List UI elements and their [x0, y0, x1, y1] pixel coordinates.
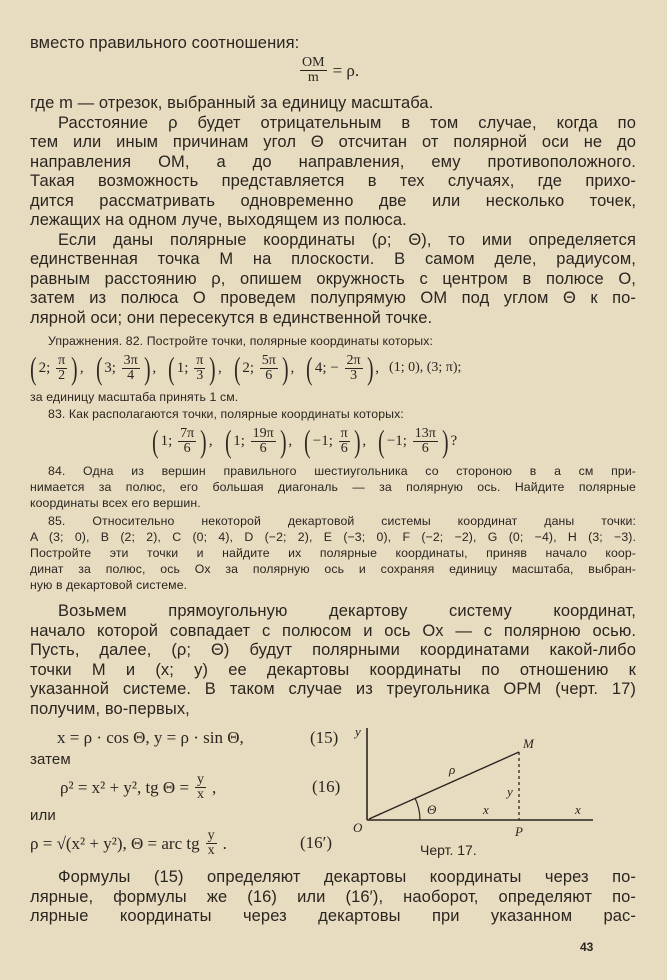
separator: ,: [217, 359, 222, 376]
text-line: тем или иным причинам угол Θ отсчитан от полярной оси не до: [30, 133, 636, 151]
figure-17-diagram: [345, 724, 605, 839]
numerator: 5π: [261, 352, 276, 368]
angle-arc: [415, 798, 420, 820]
paren: ): [209, 350, 216, 386]
numerator: π: [58, 352, 66, 368]
separator: ,: [288, 432, 293, 449]
paren: ): [143, 350, 151, 386]
formula-text: x = ρ · cos Θ, y = ρ · sin Θ,: [57, 728, 244, 747]
separator: ,: [208, 432, 213, 449]
numerator: π: [196, 352, 204, 368]
denominator: x: [207, 842, 215, 858]
text-line: координаты всех его вершин.: [30, 496, 201, 510]
radius: 4; −: [314, 359, 339, 376]
text-line: 85. Относительно некоторой декартовой системы координат даны точки:: [48, 514, 636, 528]
fraction: [339, 427, 350, 456]
formula-om-ratio: [298, 56, 359, 85]
separator: ,: [79, 359, 84, 376]
text-line: лярные координаты через декартовы при указанном рас-: [30, 907, 636, 925]
denominator: 3: [196, 367, 204, 383]
polar-point: [223, 425, 293, 457]
figure-caption: Черт. 17.: [420, 842, 477, 858]
formula-text: ρ = √(x² + y²), Θ = arc tg: [30, 833, 200, 853]
denominator: 6: [259, 440, 267, 456]
paren: ): [279, 423, 287, 459]
denominator: 4: [127, 367, 135, 383]
text-line: Формулы (15) определяют декартовы координаты через по-: [58, 868, 636, 886]
text-line: точки M и (x; y) ее декартовы координаты по отношению к: [30, 660, 636, 679]
polar-point: [304, 352, 379, 384]
paren: (: [152, 423, 159, 459]
fraction: [122, 354, 140, 383]
polar-point: [94, 352, 157, 384]
punct: .: [222, 833, 227, 853]
denominator: 6: [265, 367, 273, 383]
numerator: y: [197, 771, 205, 787]
radius: 1;: [233, 432, 245, 449]
text-line: лярные, формулы же (16) или (16′), наоборот, определяют по-: [30, 887, 636, 906]
text-line: или: [30, 807, 56, 824]
text-line: Постройте эти точки и найдите их полярные координаты, приняв начало коор-: [30, 546, 636, 560]
denominator: 2: [58, 367, 66, 383]
paren: (: [306, 350, 313, 386]
polar-point: [232, 352, 295, 384]
equation-number: (15): [310, 728, 339, 747]
separator: ,: [152, 359, 157, 376]
paren: ): [71, 350, 78, 386]
label-P: P: [515, 824, 523, 839]
text-line: ную в декартовой системе.: [30, 578, 188, 592]
fraction: [345, 354, 363, 383]
text-line: лярной оси; они пересекутся в единственной точке.: [30, 308, 433, 327]
numerator: y: [207, 827, 215, 843]
numerator: OM: [302, 55, 325, 70]
label-y-segment: y: [507, 784, 513, 799]
denominator: x: [197, 786, 205, 802]
numerator: 3π: [123, 352, 138, 368]
text-line: Возьмем прямоугольную декартову систему координат,: [58, 602, 636, 620]
text-line: указанной системе. В таком случае из треугольника OPM (черт. 17): [30, 680, 636, 698]
radius: 1;: [160, 432, 173, 449]
label-rho: ρ: [449, 762, 456, 777]
fraction: [206, 829, 217, 858]
paren: (: [233, 350, 241, 386]
text-line: лежащих на одном луче, выходящем из полюса.: [30, 211, 407, 229]
punct: ,: [212, 777, 217, 797]
formula-text: ρ² = x² + y², tg Θ =: [60, 777, 190, 797]
text-line: Такая возможность представляется в тех случаях, где прихо-: [30, 172, 636, 190]
fraction: [260, 354, 278, 383]
text-line: динат за полюс, ось Ox за полярную ось и сохраняя единицу масштаба, выбран-: [30, 562, 636, 576]
paren: (: [168, 350, 175, 386]
radius: 1;: [176, 359, 189, 376]
equation-number: (16′): [300, 833, 333, 852]
polar-point: [166, 352, 222, 384]
label-M: M: [523, 736, 534, 751]
polar-point: [376, 425, 457, 457]
polar-point: [150, 425, 213, 457]
fraction: [300, 56, 327, 85]
denominator: m: [307, 70, 319, 85]
numerator: 13π: [414, 425, 436, 441]
text-line: 83. Как располагаются точки, полярные координаты которых:: [48, 407, 404, 421]
polar-points-row: [28, 352, 461, 384]
fraction: [251, 427, 276, 456]
text-line: равным расстоянию ρ, опишем окружность с центром в полюсе O,: [30, 269, 636, 288]
polar-point: [28, 352, 84, 384]
numerator: π: [340, 425, 348, 441]
text-line: Пусть, далее, (ρ; Θ) будут полярными координатами какой-либо: [30, 641, 636, 659]
text-line: единственная точка M на плоскости. В самом деле, радиусом,: [30, 250, 636, 268]
paren: ): [281, 350, 289, 386]
paren: (: [224, 423, 232, 459]
fraction: [56, 354, 67, 383]
fraction: [195, 773, 206, 802]
text-line: начало которой совпадает с полюсом и ось Ox — с полярною осью.: [30, 621, 636, 640]
paren: ): [441, 423, 449, 459]
separator: ,: [375, 359, 380, 376]
label-theta: Θ: [427, 802, 437, 817]
text-line: дится рассматривать одновременно две или несколько точек,: [30, 191, 636, 210]
fraction: [413, 427, 438, 456]
text-line: Упражнения. 82. Постройте точки, полярные координаты которых:: [48, 334, 434, 348]
denominator: 6: [421, 440, 429, 456]
text-line: нимается за полюс, его большая диагональ — за полярную ось. Найдите полярные: [30, 480, 636, 494]
denominator: 6: [183, 440, 191, 456]
separator: ?: [450, 432, 458, 449]
radius: −1;: [312, 432, 333, 449]
radius: 2;: [242, 359, 255, 376]
formula-16-prime: [30, 828, 227, 858]
page-number: 43: [580, 940, 594, 954]
polar-points-row: [150, 425, 467, 457]
text-line: 84. Одна из вершин правильного шестиугольника со стороною в a см при-: [48, 464, 636, 478]
label-x-axis: x: [575, 802, 581, 817]
fraction: [194, 354, 205, 383]
formula-16: [60, 772, 216, 802]
formula-rhs: = ρ.: [332, 61, 360, 80]
formula-15: [57, 728, 244, 747]
text-line: Если даны полярные координаты (ρ; Θ), то ими определяется: [58, 230, 636, 249]
numerator: 19π: [252, 425, 274, 441]
label-y-axis: y: [355, 724, 361, 739]
text-line: затем из полюса O проведем полупрямую OM под углом Θ к по-: [30, 289, 636, 307]
numerator: 2π: [346, 352, 361, 368]
polar-point: [302, 425, 366, 457]
text-line: A (3; 0), B (2; 2), C (0; 4), D (−2; 2), E (−3; 0), F (−2; −2), G (0; −4), H (3; −3).: [30, 530, 636, 544]
paren: (: [95, 350, 103, 386]
fraction: [178, 427, 196, 456]
text-line: Расстояние ρ будет отрицательным в том случае, когда по: [58, 113, 636, 132]
radius-line: [369, 752, 519, 819]
label-x-segment: x: [483, 802, 489, 817]
denominator: 6: [340, 440, 348, 456]
polar-points-tail: (1; 0), (3; π);: [389, 360, 462, 375]
text-line: затем: [30, 751, 71, 768]
numerator: 7π: [180, 425, 195, 441]
paren: (: [378, 423, 385, 459]
paren: (: [30, 350, 37, 386]
denominator: 3: [350, 367, 358, 383]
text-line: вместо правильного соотношения:: [30, 34, 300, 52]
radius: 3;: [104, 359, 116, 376]
label-O: O: [353, 820, 363, 835]
paren: (: [304, 423, 311, 459]
radius: −1;: [386, 432, 407, 449]
paren: ): [200, 423, 207, 459]
paren: ): [353, 423, 361, 459]
radius: 2;: [38, 359, 51, 376]
text-line: получим, во-первых,: [30, 699, 190, 718]
separator: ,: [362, 432, 367, 449]
separator: ,: [290, 359, 295, 376]
text-line: за единицу масштаба принять 1 см.: [30, 390, 239, 404]
equation-number: (16): [312, 777, 341, 796]
text-line: направления OM, а до направления, ему противоположного.: [30, 152, 636, 171]
text-line: где m — отрезок, выбранный за единицу масштаба.: [30, 94, 434, 112]
paren: ): [366, 350, 374, 386]
